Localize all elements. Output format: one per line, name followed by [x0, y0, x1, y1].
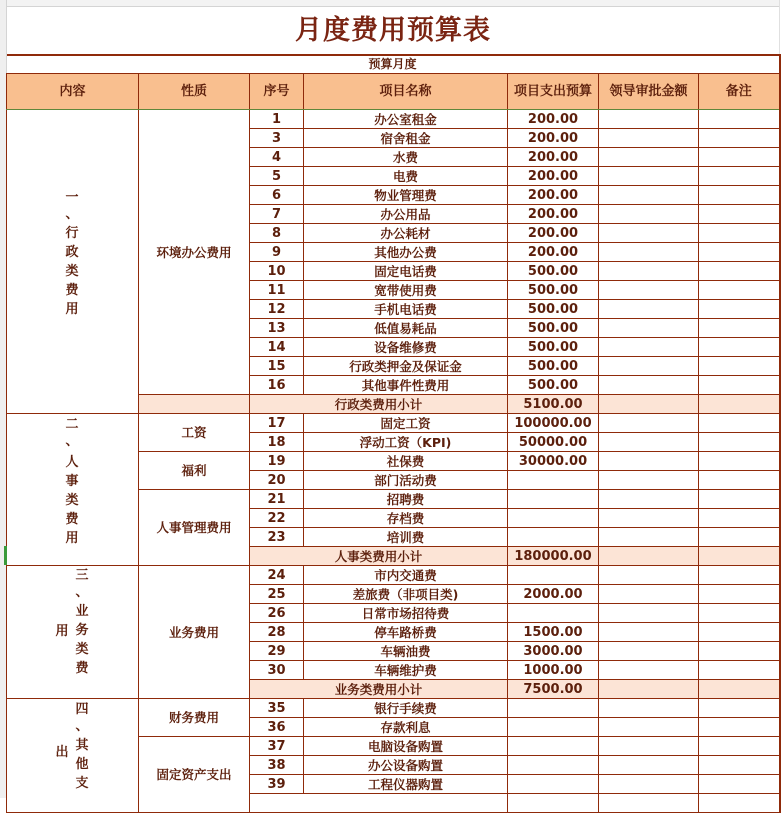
nature-cell[interactable]: 人事管理费用: [139, 490, 250, 566]
budget-cell[interactable]: 200.00: [508, 167, 599, 186]
category-cell[interactable]: [7, 699, 139, 813]
seq-cell[interactable]: 15: [250, 357, 304, 376]
budget-cell[interactable]: 500.00: [508, 376, 599, 395]
budget-cell[interactable]: [508, 756, 599, 775]
budget-cell[interactable]: [508, 604, 599, 623]
budget-cell[interactable]: 30000.00: [508, 452, 599, 471]
seq-cell[interactable]: 3: [250, 129, 304, 148]
item-name-cell[interactable]: 电费: [304, 167, 508, 186]
item-name-cell[interactable]: 部门活动费: [304, 471, 508, 490]
remarks-cell[interactable]: [699, 490, 780, 509]
remarks-cell[interactable]: [699, 281, 780, 300]
table-row: [7, 110, 780, 129]
subtotal-nature-cell[interactable]: [139, 395, 250, 414]
freeze-pane-line: [6, 109, 779, 110]
seq-cell[interactable]: 1: [250, 110, 304, 129]
seq-cell[interactable]: 11: [250, 281, 304, 300]
approved-amount-cell[interactable]: [599, 338, 699, 357]
seq-cell[interactable]: 6: [250, 186, 304, 205]
category-label-char: 人: [65, 455, 79, 470]
approved-amount-cell[interactable]: [599, 585, 699, 604]
item-name-cell[interactable]: 工程仪器购置: [304, 775, 508, 794]
item-name-cell[interactable]: 其他办公费: [304, 243, 508, 262]
approved-amount-cell[interactable]: [599, 433, 699, 452]
budget-cell[interactable]: 200.00: [508, 243, 599, 262]
item-name-cell[interactable]: 存款利息: [304, 718, 508, 737]
category-label-char: 支: [75, 776, 89, 791]
nature-cell[interactable]: 业务费用: [139, 566, 250, 699]
seq-cell[interactable]: 5: [250, 167, 304, 186]
item-name-cell[interactable]: 固定电话费: [304, 262, 508, 281]
seq-cell[interactable]: 12: [250, 300, 304, 319]
header-approved-amount[interactable]: 领导审批金额: [599, 74, 699, 110]
subtotal-approved-cell[interactable]: [599, 680, 699, 699]
subtotal-label[interactable]: 人事类费用小计: [250, 547, 508, 566]
seq-cell[interactable]: 39: [250, 775, 304, 794]
table-row: [7, 414, 780, 433]
item-name-cell[interactable]: 固定工资: [304, 414, 508, 433]
remarks-cell[interactable]: [699, 585, 780, 604]
budget-month-label[interactable]: 预算月度: [7, 55, 780, 74]
category-label-char: 三: [75, 568, 89, 583]
category-label-char: 政: [65, 245, 79, 260]
subtotal-value[interactable]: 7500.00: [508, 680, 599, 699]
nature-cell[interactable]: 环境办公费用: [139, 110, 250, 395]
budget-cell[interactable]: 500.00: [508, 319, 599, 338]
item-name-cell[interactable]: 办公设备购置: [304, 756, 508, 775]
category-label-char: 事: [65, 474, 79, 489]
item-name-cell[interactable]: 办公用品: [304, 205, 508, 224]
approved-amount-cell[interactable]: [599, 414, 699, 433]
item-name-cell[interactable]: 社保费: [304, 452, 508, 471]
budget-cell[interactable]: 200.00: [508, 186, 599, 205]
category-label-char: 二: [65, 417, 79, 432]
approved-amount-cell[interactable]: [599, 471, 699, 490]
cut-off-cell[interactable]: [599, 794, 699, 813]
header-budget[interactable]: 项目支出预算: [508, 74, 599, 110]
item-name-cell[interactable]: 低值易耗品: [304, 319, 508, 338]
row-selection-marker: [4, 546, 7, 565]
category-label-char: 出: [55, 745, 69, 760]
remarks-cell[interactable]: [699, 167, 780, 186]
budget-cell[interactable]: 500.00: [508, 300, 599, 319]
remarks-cell[interactable]: [699, 357, 780, 376]
subtotal-label[interactable]: 行政类费用小计: [250, 395, 508, 414]
item-name-cell[interactable]: 浮动工资（KPI): [304, 433, 508, 452]
seq-cell[interactable]: 25: [250, 585, 304, 604]
category-label-char: 四: [75, 702, 89, 717]
item-name-cell[interactable]: 培训费: [304, 528, 508, 547]
approved-amount-cell[interactable]: [599, 281, 699, 300]
category-label-char: 他: [75, 757, 89, 772]
budget-table: [6, 6, 781, 813]
budget-cell[interactable]: 50000.00: [508, 433, 599, 452]
remarks-cell[interactable]: [699, 243, 780, 262]
seq-cell[interactable]: 19: [250, 452, 304, 471]
approved-amount-cell[interactable]: [599, 566, 699, 585]
seq-cell[interactable]: 10: [250, 262, 304, 281]
header-content[interactable]: 内容: [7, 74, 139, 110]
approved-amount-cell[interactable]: [599, 452, 699, 471]
seq-cell[interactable]: 22: [250, 509, 304, 528]
header-remarks[interactable]: 备注: [699, 74, 780, 110]
item-name-cell[interactable]: 市内交通费: [304, 566, 508, 585]
category-label-char: 务: [75, 623, 89, 638]
cut-off-cell[interactable]: [699, 794, 780, 813]
item-name-cell[interactable]: 手机电话费: [304, 300, 508, 319]
item-name-cell[interactable]: 银行手续费: [304, 699, 508, 718]
page-title[interactable]: 月度费用预算表: [7, 6, 780, 55]
item-name-cell[interactable]: 车辆维护费: [304, 661, 508, 680]
budget-cell[interactable]: [508, 566, 599, 585]
approved-amount-cell[interactable]: [599, 756, 699, 775]
item-name-cell[interactable]: 宽带使用费: [304, 281, 508, 300]
budget-cell[interactable]: [508, 490, 599, 509]
approved-amount-cell[interactable]: [599, 718, 699, 737]
seq-cell[interactable]: 23: [250, 528, 304, 547]
item-name-cell[interactable]: 存档费: [304, 509, 508, 528]
remarks-cell[interactable]: [699, 414, 780, 433]
approved-amount-cell[interactable]: [599, 224, 699, 243]
cut-off-cell[interactable]: [508, 794, 599, 813]
budget-cell[interactable]: 200.00: [508, 148, 599, 167]
budget-month-row: [7, 55, 780, 74]
seq-cell[interactable]: 38: [250, 756, 304, 775]
remarks-cell[interactable]: [699, 509, 780, 528]
budget-cell[interactable]: 500.00: [508, 338, 599, 357]
item-name-cell[interactable]: 招聘费: [304, 490, 508, 509]
approved-amount-cell[interactable]: [599, 775, 699, 794]
remarks-cell[interactable]: [699, 186, 780, 205]
remarks-cell[interactable]: [699, 661, 780, 680]
subtotal-value[interactable]: 180000.00: [508, 547, 599, 566]
category-label-char: 类: [65, 264, 79, 279]
item-name-cell[interactable]: 其他事件性费用: [304, 376, 508, 395]
approved-amount-cell[interactable]: [599, 110, 699, 129]
seq-cell[interactable]: 14: [250, 338, 304, 357]
seq-cell[interactable]: 30: [250, 661, 304, 680]
budget-cell[interactable]: 1500.00: [508, 623, 599, 642]
category-label-char: 、: [75, 585, 89, 600]
seq-cell[interactable]: 13: [250, 319, 304, 338]
subtotal-label[interactable]: 业务类费用小计: [250, 680, 508, 699]
table-row: [7, 699, 780, 718]
remarks-cell[interactable]: [699, 528, 780, 547]
seq-cell[interactable]: 18: [250, 433, 304, 452]
approved-amount-cell[interactable]: [599, 129, 699, 148]
seq-cell[interactable]: 24: [250, 566, 304, 585]
category-label-char: 其: [75, 738, 89, 753]
approved-amount-cell[interactable]: [599, 642, 699, 661]
item-name-cell[interactable]: 设备维修费: [304, 338, 508, 357]
remarks-cell[interactable]: [699, 623, 780, 642]
subtotal-approved-cell[interactable]: [599, 395, 699, 414]
remarks-cell[interactable]: [699, 262, 780, 281]
budget-cell[interactable]: [508, 775, 599, 794]
seq-cell[interactable]: 29: [250, 642, 304, 661]
item-name-cell[interactable]: 停车路桥费: [304, 623, 508, 642]
category-label-char: 业: [75, 604, 89, 619]
subtotal-remarks-cell[interactable]: [699, 680, 780, 699]
category-label-char: 费: [75, 661, 89, 676]
approved-amount-cell[interactable]: [599, 661, 699, 680]
subtotal-approved-cell[interactable]: [599, 547, 699, 566]
remarks-cell[interactable]: [699, 433, 780, 452]
approved-amount-cell[interactable]: [599, 300, 699, 319]
budget-cell[interactable]: 200.00: [508, 110, 599, 129]
item-name-cell[interactable]: 办公室租金: [304, 110, 508, 129]
seq-cell[interactable]: 21: [250, 490, 304, 509]
category-label-char: 用: [65, 531, 79, 546]
remarks-cell[interactable]: [699, 756, 780, 775]
remarks-cell[interactable]: [699, 604, 780, 623]
budget-cell[interactable]: 200.00: [508, 205, 599, 224]
remarks-cell[interactable]: [699, 376, 780, 395]
seq-cell[interactable]: 20: [250, 471, 304, 490]
approved-amount-cell[interactable]: [599, 357, 699, 376]
approved-amount-cell[interactable]: [599, 262, 699, 281]
budget-cell[interactable]: [508, 509, 599, 528]
seq-cell[interactable]: 28: [250, 623, 304, 642]
category-label-char: 、: [65, 434, 79, 449]
approved-amount-cell[interactable]: [599, 490, 699, 509]
category-label-char: 费: [65, 512, 79, 527]
seq-cell[interactable]: 7: [250, 205, 304, 224]
category-label-char: 行: [65, 226, 79, 241]
seq-cell[interactable]: 17: [250, 414, 304, 433]
category-label-char: 类: [75, 642, 89, 657]
seq-cell[interactable]: 9: [250, 243, 304, 262]
budget-cell[interactable]: 500.00: [508, 262, 599, 281]
budget-cell[interactable]: 2000.00: [508, 585, 599, 604]
item-name-cell[interactable]: 电脑设备购置: [304, 737, 508, 756]
cut-off-cell[interactable]: [250, 794, 508, 813]
budget-cell[interactable]: 500.00: [508, 357, 599, 376]
remarks-cell[interactable]: [699, 110, 780, 129]
budget-cell[interactable]: 100000.00: [508, 414, 599, 433]
approved-amount-cell[interactable]: [599, 509, 699, 528]
header-row: [7, 74, 780, 110]
remarks-cell[interactable]: [699, 319, 780, 338]
remarks-cell[interactable]: [699, 566, 780, 585]
remarks-cell[interactable]: [699, 300, 780, 319]
header-nature[interactable]: 性质: [139, 74, 250, 110]
budget-cell[interactable]: [508, 528, 599, 547]
remarks-cell[interactable]: [699, 471, 780, 490]
header-item-name[interactable]: 项目名称: [304, 74, 508, 110]
seq-cell[interactable]: 4: [250, 148, 304, 167]
budget-cell[interactable]: [508, 718, 599, 737]
item-name-cell[interactable]: 行政类押金及保证金: [304, 357, 508, 376]
seq-cell[interactable]: 8: [250, 224, 304, 243]
remarks-cell[interactable]: [699, 129, 780, 148]
approved-amount-cell[interactable]: [599, 376, 699, 395]
budget-cell[interactable]: 200.00: [508, 224, 599, 243]
subtotal-value[interactable]: 5100.00: [508, 395, 599, 414]
category-label-char: 用: [65, 302, 79, 317]
approved-amount-cell[interactable]: [599, 319, 699, 338]
seq-cell[interactable]: 35: [250, 699, 304, 718]
approved-amount-cell[interactable]: [599, 167, 699, 186]
approved-amount-cell[interactable]: [599, 699, 699, 718]
item-name-cell[interactable]: 车辆油费: [304, 642, 508, 661]
category-label-char: 、: [75, 719, 89, 734]
category-cell[interactable]: [7, 566, 139, 699]
approved-amount-cell[interactable]: [599, 186, 699, 205]
item-name-cell[interactable]: 水费: [304, 148, 508, 167]
table-row: [7, 566, 780, 585]
approved-amount-cell[interactable]: [599, 205, 699, 224]
item-name-cell[interactable]: 物业管理费: [304, 186, 508, 205]
remarks-cell[interactable]: [699, 699, 780, 718]
budget-cell[interactable]: [508, 737, 599, 756]
remarks-cell[interactable]: [699, 718, 780, 737]
subtotal-remarks-cell[interactable]: [699, 547, 780, 566]
nature-cell[interactable]: 财务费用: [139, 699, 250, 737]
remarks-cell[interactable]: [699, 148, 780, 167]
remarks-cell[interactable]: [699, 775, 780, 794]
approved-amount-cell[interactable]: [599, 148, 699, 167]
seq-cell[interactable]: 37: [250, 737, 304, 756]
seq-cell[interactable]: 26: [250, 604, 304, 623]
header-seq[interactable]: 序号: [250, 74, 304, 110]
remarks-cell[interactable]: [699, 205, 780, 224]
approved-amount-cell[interactable]: [599, 737, 699, 756]
remarks-cell[interactable]: [699, 452, 780, 471]
item-name-cell[interactable]: 差旅费（非项目类): [304, 585, 508, 604]
title-row: [7, 6, 780, 55]
category-label-char: 、: [65, 207, 79, 222]
category-label-char: 费: [65, 283, 79, 298]
category-label-char: 用: [55, 624, 69, 639]
item-name-cell[interactable]: 办公耗材: [304, 224, 508, 243]
remarks-cell[interactable]: [699, 338, 780, 357]
item-name-cell[interactable]: 宿舍租金: [304, 129, 508, 148]
remarks-cell[interactable]: [699, 224, 780, 243]
budget-cell[interactable]: 500.00: [508, 281, 599, 300]
nature-cell[interactable]: 固定资产支出: [139, 737, 250, 813]
budget-cell[interactable]: 1000.00: [508, 661, 599, 680]
seq-cell[interactable]: 36: [250, 718, 304, 737]
budget-cell[interactable]: 3000.00: [508, 642, 599, 661]
budget-cell[interactable]: [508, 471, 599, 490]
budget-cell[interactable]: [508, 699, 599, 718]
approved-amount-cell[interactable]: [599, 604, 699, 623]
category-label-char: 一: [65, 190, 79, 205]
seq-cell[interactable]: 16: [250, 376, 304, 395]
category-cell[interactable]: [7, 110, 139, 414]
remarks-cell[interactable]: [699, 642, 780, 661]
subtotal-remarks-cell[interactable]: [699, 395, 780, 414]
approved-amount-cell[interactable]: [599, 243, 699, 262]
approved-amount-cell[interactable]: [599, 623, 699, 642]
remarks-cell[interactable]: [699, 737, 780, 756]
budget-cell[interactable]: 200.00: [508, 129, 599, 148]
item-name-cell[interactable]: 日常市场招待费: [304, 604, 508, 623]
approved-amount-cell[interactable]: [599, 528, 699, 547]
nature-cell[interactable]: 福利: [139, 452, 250, 490]
nature-cell[interactable]: 工资: [139, 414, 250, 452]
category-label-char: 类: [65, 493, 79, 508]
